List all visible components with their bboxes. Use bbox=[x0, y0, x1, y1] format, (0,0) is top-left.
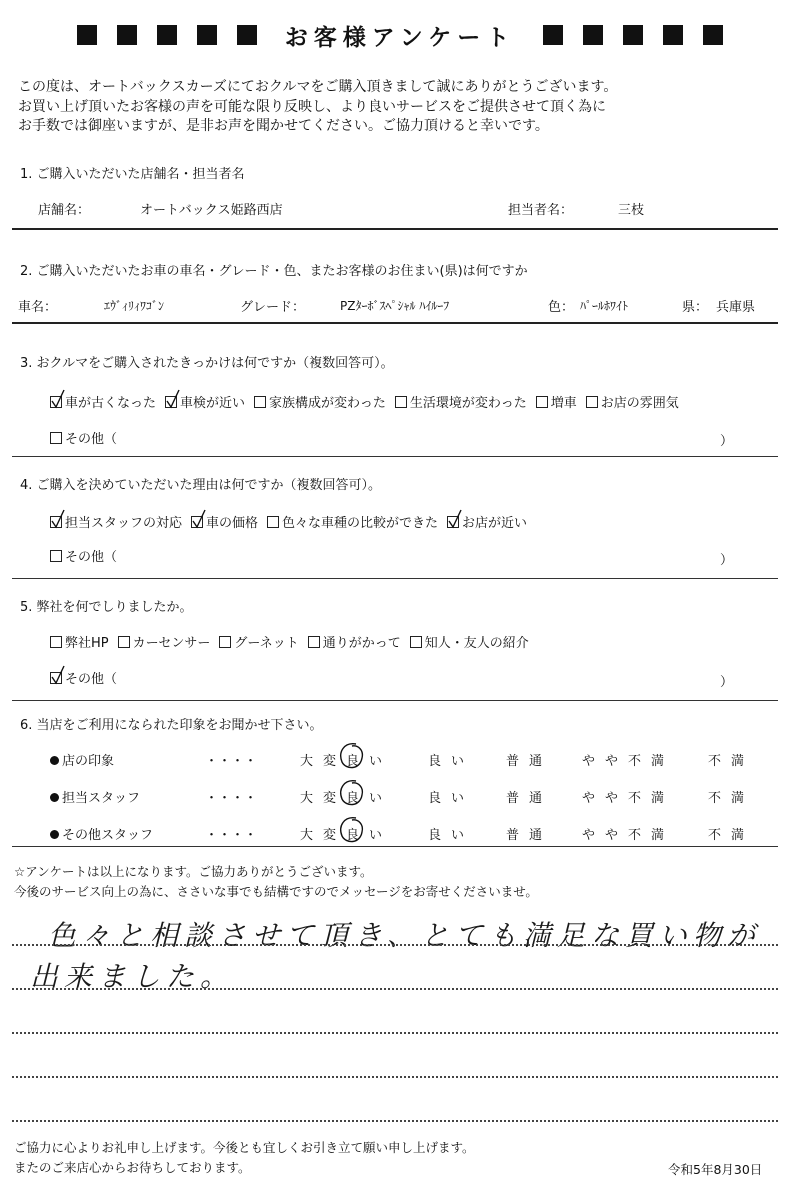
intro-line: この度は、オートバックスカーズにておクルマをご購入頂きまして誠にありがとうございます。 bbox=[18, 79, 618, 95]
divider bbox=[12, 846, 778, 847]
footer-line-1: ご協力に心よりお礼申し上げます。今後とも宜しくお引き立て願い申し上げます。 bbox=[14, 1140, 475, 1155]
staff-value[interactable]: 三枝 bbox=[618, 203, 645, 218]
checkbox[interactable] bbox=[395, 396, 407, 408]
rating-choice[interactable]: 不満 bbox=[708, 791, 755, 806]
intro-text bbox=[18, 78, 778, 137]
black-square-icon bbox=[583, 25, 603, 45]
other-label: その他（ bbox=[65, 432, 118, 447]
staff-label: 担当者名： bbox=[508, 203, 574, 218]
checkbox-checked[interactable] bbox=[447, 516, 459, 528]
check-mark-icon bbox=[166, 389, 180, 409]
option-label: 車が古くなった bbox=[65, 396, 157, 411]
question-4-options bbox=[50, 512, 536, 531]
color-label: 色： bbox=[548, 300, 575, 315]
rating-choice[interactable]: 大変良い bbox=[300, 824, 392, 843]
handwritten-comment-2[interactable]: 出来ました。 bbox=[30, 960, 235, 993]
selection-circle-icon bbox=[336, 742, 366, 772]
handwritten-comment-1[interactable]: 色々と相談させて頂き、とても満足な買い物が bbox=[48, 919, 761, 952]
option[interactable] bbox=[308, 632, 401, 651]
option[interactable] bbox=[254, 392, 386, 411]
divider bbox=[12, 228, 778, 230]
checkbox[interactable] bbox=[410, 636, 422, 648]
checkbox[interactable] bbox=[308, 636, 320, 648]
rating-choice[interactable]: 良い bbox=[428, 791, 475, 806]
rating-choice[interactable]: 大変良い bbox=[300, 750, 392, 769]
message-line-2: 今後のサービス向上の為に、ささいな事でも結構ですのでメッセージをお寄せくださいませ。 bbox=[14, 884, 538, 899]
black-square-icon bbox=[197, 25, 217, 45]
option[interactable] bbox=[50, 392, 156, 411]
rating-choice[interactable]: 普通 bbox=[506, 791, 553, 806]
option[interactable] bbox=[50, 512, 182, 531]
rating-row-label bbox=[50, 750, 114, 769]
selection-circle-icon bbox=[336, 816, 366, 846]
car-label: 車名： bbox=[18, 300, 58, 315]
question-5-options bbox=[50, 632, 538, 651]
rating-choice[interactable]: 良い bbox=[428, 754, 475, 769]
question-3-label: 3. おクルマをご購入されたきっかけは何ですか（複数回答可）。 bbox=[20, 356, 394, 371]
checkbox[interactable] bbox=[50, 432, 62, 444]
close-paren: ） bbox=[720, 434, 734, 449]
checkbox[interactable] bbox=[267, 516, 279, 528]
option[interactable] bbox=[586, 392, 679, 411]
dotted-line bbox=[12, 944, 778, 946]
black-square-icon bbox=[157, 25, 177, 45]
dotted-line bbox=[12, 1120, 778, 1122]
dotted-line bbox=[12, 1076, 778, 1078]
check-mark-icon bbox=[51, 509, 65, 529]
leader-dots: ・・・・ bbox=[205, 754, 258, 769]
question-1-label: 1. ご購入いただいた店舗名・担当者名 bbox=[20, 167, 245, 182]
black-square-icon bbox=[77, 25, 97, 45]
divider bbox=[12, 578, 778, 579]
divider bbox=[12, 456, 778, 457]
black-square-icon bbox=[543, 25, 563, 45]
option-label: お店が近い bbox=[462, 516, 528, 531]
selection-circle-icon bbox=[336, 779, 366, 809]
color-value[interactable]: ﾊﾟｰﾙﾎﾜｲﾄ bbox=[580, 299, 629, 313]
grade-label: グレード： bbox=[240, 300, 306, 315]
rating-category: 店の印象 bbox=[62, 754, 115, 769]
option-label: グーネット bbox=[234, 636, 299, 651]
bullet-icon bbox=[50, 793, 59, 802]
question-4-label: 4. ご購入を決めていただいた理由は何ですか（複数回答可）。 bbox=[20, 478, 382, 493]
rating-choice[interactable]: やや不満 bbox=[582, 754, 675, 769]
bullet-icon bbox=[50, 830, 59, 839]
option-label: 車の価格 bbox=[206, 516, 259, 531]
dotted-line bbox=[12, 988, 778, 990]
checkbox[interactable] bbox=[118, 636, 130, 648]
black-square-icon bbox=[237, 25, 257, 45]
rating-choice[interactable]: やや不満 bbox=[582, 828, 675, 843]
option-label: 色々な車種の比較ができた bbox=[282, 516, 439, 531]
check-mark-icon bbox=[192, 509, 206, 529]
question-6-label: 6. 当店をご利用になられた印象をお聞かせ下さい。 bbox=[20, 718, 323, 733]
other-label: その他（ bbox=[65, 672, 118, 687]
checkbox-checked[interactable] bbox=[50, 672, 62, 684]
checkbox-checked[interactable] bbox=[50, 396, 62, 408]
rating-choice[interactable]: 大変良い bbox=[300, 787, 392, 806]
footer-date: 令和5年8月30日 bbox=[668, 1162, 763, 1177]
checkbox[interactable] bbox=[50, 550, 62, 562]
black-square-icon bbox=[663, 25, 683, 45]
intro-line: お買い上げ頂いたお客様の声を可能な限り反映し、より良いサービスをご提供させて頂く為に bbox=[18, 98, 606, 115]
divider bbox=[12, 700, 778, 701]
option-label: お店の雰囲気 bbox=[600, 396, 679, 411]
check-mark-icon bbox=[51, 389, 65, 409]
message-line-1: ☆アンケートは以上になります。ご協力ありがとうございます。 bbox=[14, 864, 373, 879]
rating-choice[interactable]: 良い bbox=[428, 828, 475, 843]
option[interactable] bbox=[50, 632, 109, 651]
checkbox[interactable] bbox=[254, 396, 266, 408]
checkbox-checked[interactable] bbox=[165, 396, 177, 408]
question-5-other bbox=[50, 668, 117, 687]
leader-dots: ・・・・ bbox=[205, 828, 258, 843]
store-label: 店舗名： bbox=[38, 203, 91, 218]
checkbox[interactable] bbox=[219, 636, 231, 648]
option[interactable] bbox=[395, 392, 527, 411]
other-label: その他（ bbox=[65, 550, 118, 565]
rating-choice[interactable]: 不満 bbox=[708, 754, 755, 769]
question-3-other bbox=[50, 428, 117, 447]
option[interactable] bbox=[191, 512, 258, 531]
option-label: 知人・友人の紹介 bbox=[424, 636, 529, 651]
grade-value[interactable]: PZﾀｰﾎﾞｽﾍﾟｼｬﾙ ﾊｲﾙｰﾌ bbox=[340, 299, 450, 313]
option[interactable] bbox=[447, 512, 527, 531]
page-title: お客様アンケート bbox=[284, 24, 516, 51]
close-paren: ） bbox=[720, 675, 734, 690]
close-paren: ） bbox=[720, 553, 734, 568]
option-label: 通りがかって bbox=[322, 636, 401, 651]
title-row bbox=[40, 18, 760, 52]
option-label: 生活環境が変わった bbox=[409, 396, 527, 411]
option-label: 家族構成が変わった bbox=[269, 396, 386, 411]
store-value[interactable]: オートバックス姫路西店 bbox=[140, 203, 283, 218]
black-square-icon bbox=[703, 25, 723, 45]
rating-category: 担当スタッフ bbox=[62, 791, 141, 806]
black-square-icon bbox=[117, 25, 137, 45]
option[interactable] bbox=[267, 512, 438, 531]
prefecture-label: 県： bbox=[682, 300, 709, 315]
checkbox[interactable] bbox=[586, 396, 598, 408]
question-3-options bbox=[50, 392, 688, 411]
rating-choice[interactable]: やや不満 bbox=[582, 791, 675, 806]
option[interactable] bbox=[219, 632, 298, 651]
check-mark-icon bbox=[51, 665, 65, 685]
footer-line-2: またのご来店心からお待ちしております。 bbox=[14, 1160, 251, 1175]
prefecture-value[interactable]: 兵庫県 bbox=[716, 300, 756, 315]
option-label: 車検が近い bbox=[180, 396, 246, 411]
check-mark-icon bbox=[448, 509, 462, 529]
rating-row-label bbox=[50, 824, 153, 843]
option[interactable] bbox=[536, 392, 577, 411]
question-5-label: 5. 弊社を何でしりましたか。 bbox=[20, 600, 193, 615]
black-square-icon bbox=[623, 25, 643, 45]
option[interactable] bbox=[410, 632, 529, 651]
question-2-label: 2. ご購入いただいたお車の車名・グレード・色、またお客様のお住まい(県)は何ですか bbox=[20, 264, 528, 279]
rating-row-label bbox=[50, 787, 140, 806]
option-label: 増車 bbox=[550, 396, 577, 411]
bullet-icon bbox=[50, 756, 59, 765]
rating-choice[interactable]: 普通 bbox=[506, 828, 553, 843]
rating-choice[interactable]: 普通 bbox=[506, 754, 553, 769]
car-value[interactable]: ｴｳﾞｨﾘｨﾜｺﾞﾝ bbox=[104, 299, 165, 313]
option[interactable] bbox=[165, 392, 245, 411]
option-label: 担当スタッフの対応 bbox=[65, 516, 183, 531]
option-label: カーセンサー bbox=[132, 636, 211, 651]
checkbox[interactable] bbox=[50, 636, 62, 648]
checkbox[interactable] bbox=[536, 396, 548, 408]
leader-dots: ・・・・ bbox=[205, 791, 258, 806]
option[interactable] bbox=[118, 632, 211, 651]
rating-choice[interactable]: 不満 bbox=[708, 828, 755, 843]
dotted-line bbox=[12, 1032, 778, 1034]
checkbox-checked[interactable] bbox=[191, 516, 203, 528]
divider bbox=[12, 322, 778, 324]
checkbox-checked[interactable] bbox=[50, 516, 62, 528]
option-label: 弊社HP bbox=[65, 636, 109, 651]
question-4-other bbox=[50, 546, 117, 565]
intro-line: お手数では御座いますが、是非お声を聞かせてください。ご協力頂けると幸いです。 bbox=[18, 118, 549, 134]
rating-category: その他スタッフ bbox=[62, 828, 154, 843]
